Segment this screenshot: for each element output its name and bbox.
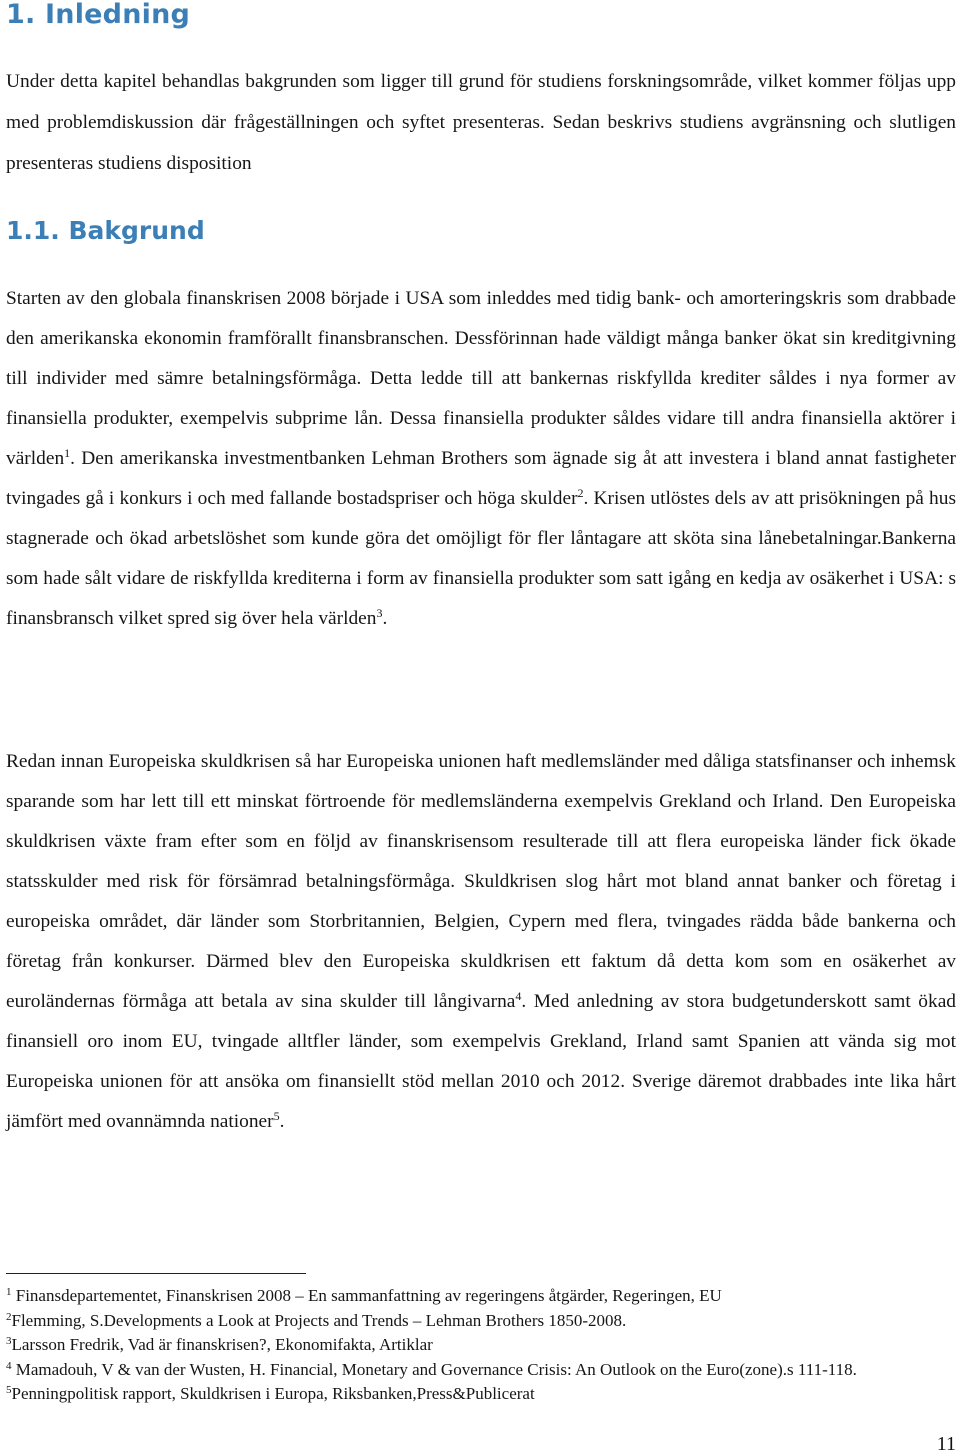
footnote-item <box>6 1333 956 1358</box>
footnote-ref-2[interactable]: 2 <box>577 486 584 500</box>
paragraph-text: . Den amerikanska investmentbanken Lehman Brothers som ägnade sig åt att investera i bland annat fastigheter tvingades gå i konkurs i och med fallande bostadspriser och höga skulder <box>6 448 956 509</box>
section-heading: 1.1. Bakgrund <box>6 216 205 245</box>
paragraph-text: . Med anledning av stora budgetunderskott samt ökad finansiell oro inom EU, tvingade alltfler länder, som exempelvis Grekland, Irland samt Spanien att vända sig mot Europeiska unionen för att ansöka om finansiellt stöd mellan 2010 och 2012. Sverige däremot drabbades inte lika hårt jämfört med ovannämnda nationer <box>6 991 957 1132</box>
footnote-text: Finansdepartementet, Finanskrisen 2008 – En sammanfattning av regeringens åtgärder, Regeringen, EU <box>11 1286 722 1305</box>
footnote-ref-1[interactable]: 1 <box>64 446 71 460</box>
footnote-ref-3[interactable]: 3 <box>376 606 383 620</box>
page-number: 11 <box>936 1433 956 1455</box>
footnote-number: 4 <box>6 1359 12 1372</box>
footnote-number: 5 <box>6 1384 12 1396</box>
paragraph-text: . <box>382 608 388 629</box>
footnote-text: Flemming, S.Developments a Look at Projects and Trends – Lehman Brothers 1850-2008. <box>11 1310 627 1330</box>
footnote-text: Larsson Fredrik, Vad är finanskrisen?, Ekonomifakta, Artiklar <box>11 1335 433 1354</box>
footnote-item <box>6 1309 956 1334</box>
chapter-heading: 1. Inledning <box>6 0 191 30</box>
footnote-ref-4[interactable]: 4 <box>515 989 522 1003</box>
footnote-item <box>6 1358 956 1383</box>
paragraph-text: . <box>279 1111 285 1132</box>
paragraph-text: . Krisen utlöstes dels av att prisökningen på hus stagnerade och ökad arbetslöshet som kunde göra det omöjligt för fler låntagare att sköta sina lånebetalningar.Bankerna som hade sålt vidare de riskfyllda krediterna i form av finansiella produkter som satt igång en kedja av osäkerhet i USA: s finansbransch vilket spred sig över hela världen <box>6 488 956 629</box>
footnote-divider <box>6 1273 306 1274</box>
footnote-ref-5[interactable]: 5 <box>273 1109 280 1123</box>
background-paragraph-1 <box>6 279 956 639</box>
background-paragraph-2 <box>6 742 956 1142</box>
paragraph-text: Starten av den globala finanskrisen 2008 började i USA som inleddes med tidig bank- och amorteringskris som drabbade den amerikanska ekonomin framförallt finansbranschen. Dessförinnan hade väldigt många banker ökat sin kreditgivning till individer med sämre betalningsförmåga. Detta ledde till att bankernas riskfyllda krediter såldes i nya former av finansiella produkter, exempelvis subprime lån. Dessa finansiella produkter såldes vidare till andra finansiella aktörer i världen <box>6 288 956 469</box>
footnote-number: 3 <box>6 1335 12 1347</box>
footnote-number: 2 <box>6 1310 12 1323</box>
footnote-text: Penningpolitisk rapport, Skuldkrisen i Europa, Riksbanken,Press&Publicerat <box>11 1384 535 1403</box>
intro-paragraph: Under detta kapitel behandlas bakgrunden som ligger till grund för studiens forskningsområde, vilket kommer följas upp med problemdiskussion där frågeställningen och syftet presenteras. Sedan beskrivs studiens avgränsning och slutligen presenteras studiens disposition <box>6 71 956 174</box>
paragraph-text: Redan innan Europeiska skuldkrisen så har Europeiska unionen haft medlemsländer med dåliga statsfinanser och inhemsk sparande som har lett till ett minskat förtroende för medlemsländerna exempelvis Grekland och Irland. Den Europeiska skuldkrisen växte fram efter som en följd av finanskrisensom resulterade till att flera europeiska länder fick ökade statsskulder med risk för försämrad betalningsförmåga. Skuldkrisen slog hårt mot bland annat banker och företag i europeiska området, där länder som Storbritannien, Belgien, Cypern med flera, tvingades rädda både bankerna och företag från konkurser. Därmed blev den Europeiska skuldkrisen ett faktum då detta kom som en osäkerhet av euroländernas förmåga att betala av sina skulder till långivarna <box>6 751 956 1012</box>
footnote-number: 1 <box>6 1286 12 1298</box>
footnote-list <box>6 1284 956 1407</box>
footnote-text: Mamadouh, V & van der Wusten, H. Financial, Monetary and Governance Crisis: An Outlook on the Euro(zone).s 111-118. <box>11 1359 857 1379</box>
footnote-item <box>6 1284 956 1309</box>
footnote-item <box>6 1382 956 1407</box>
